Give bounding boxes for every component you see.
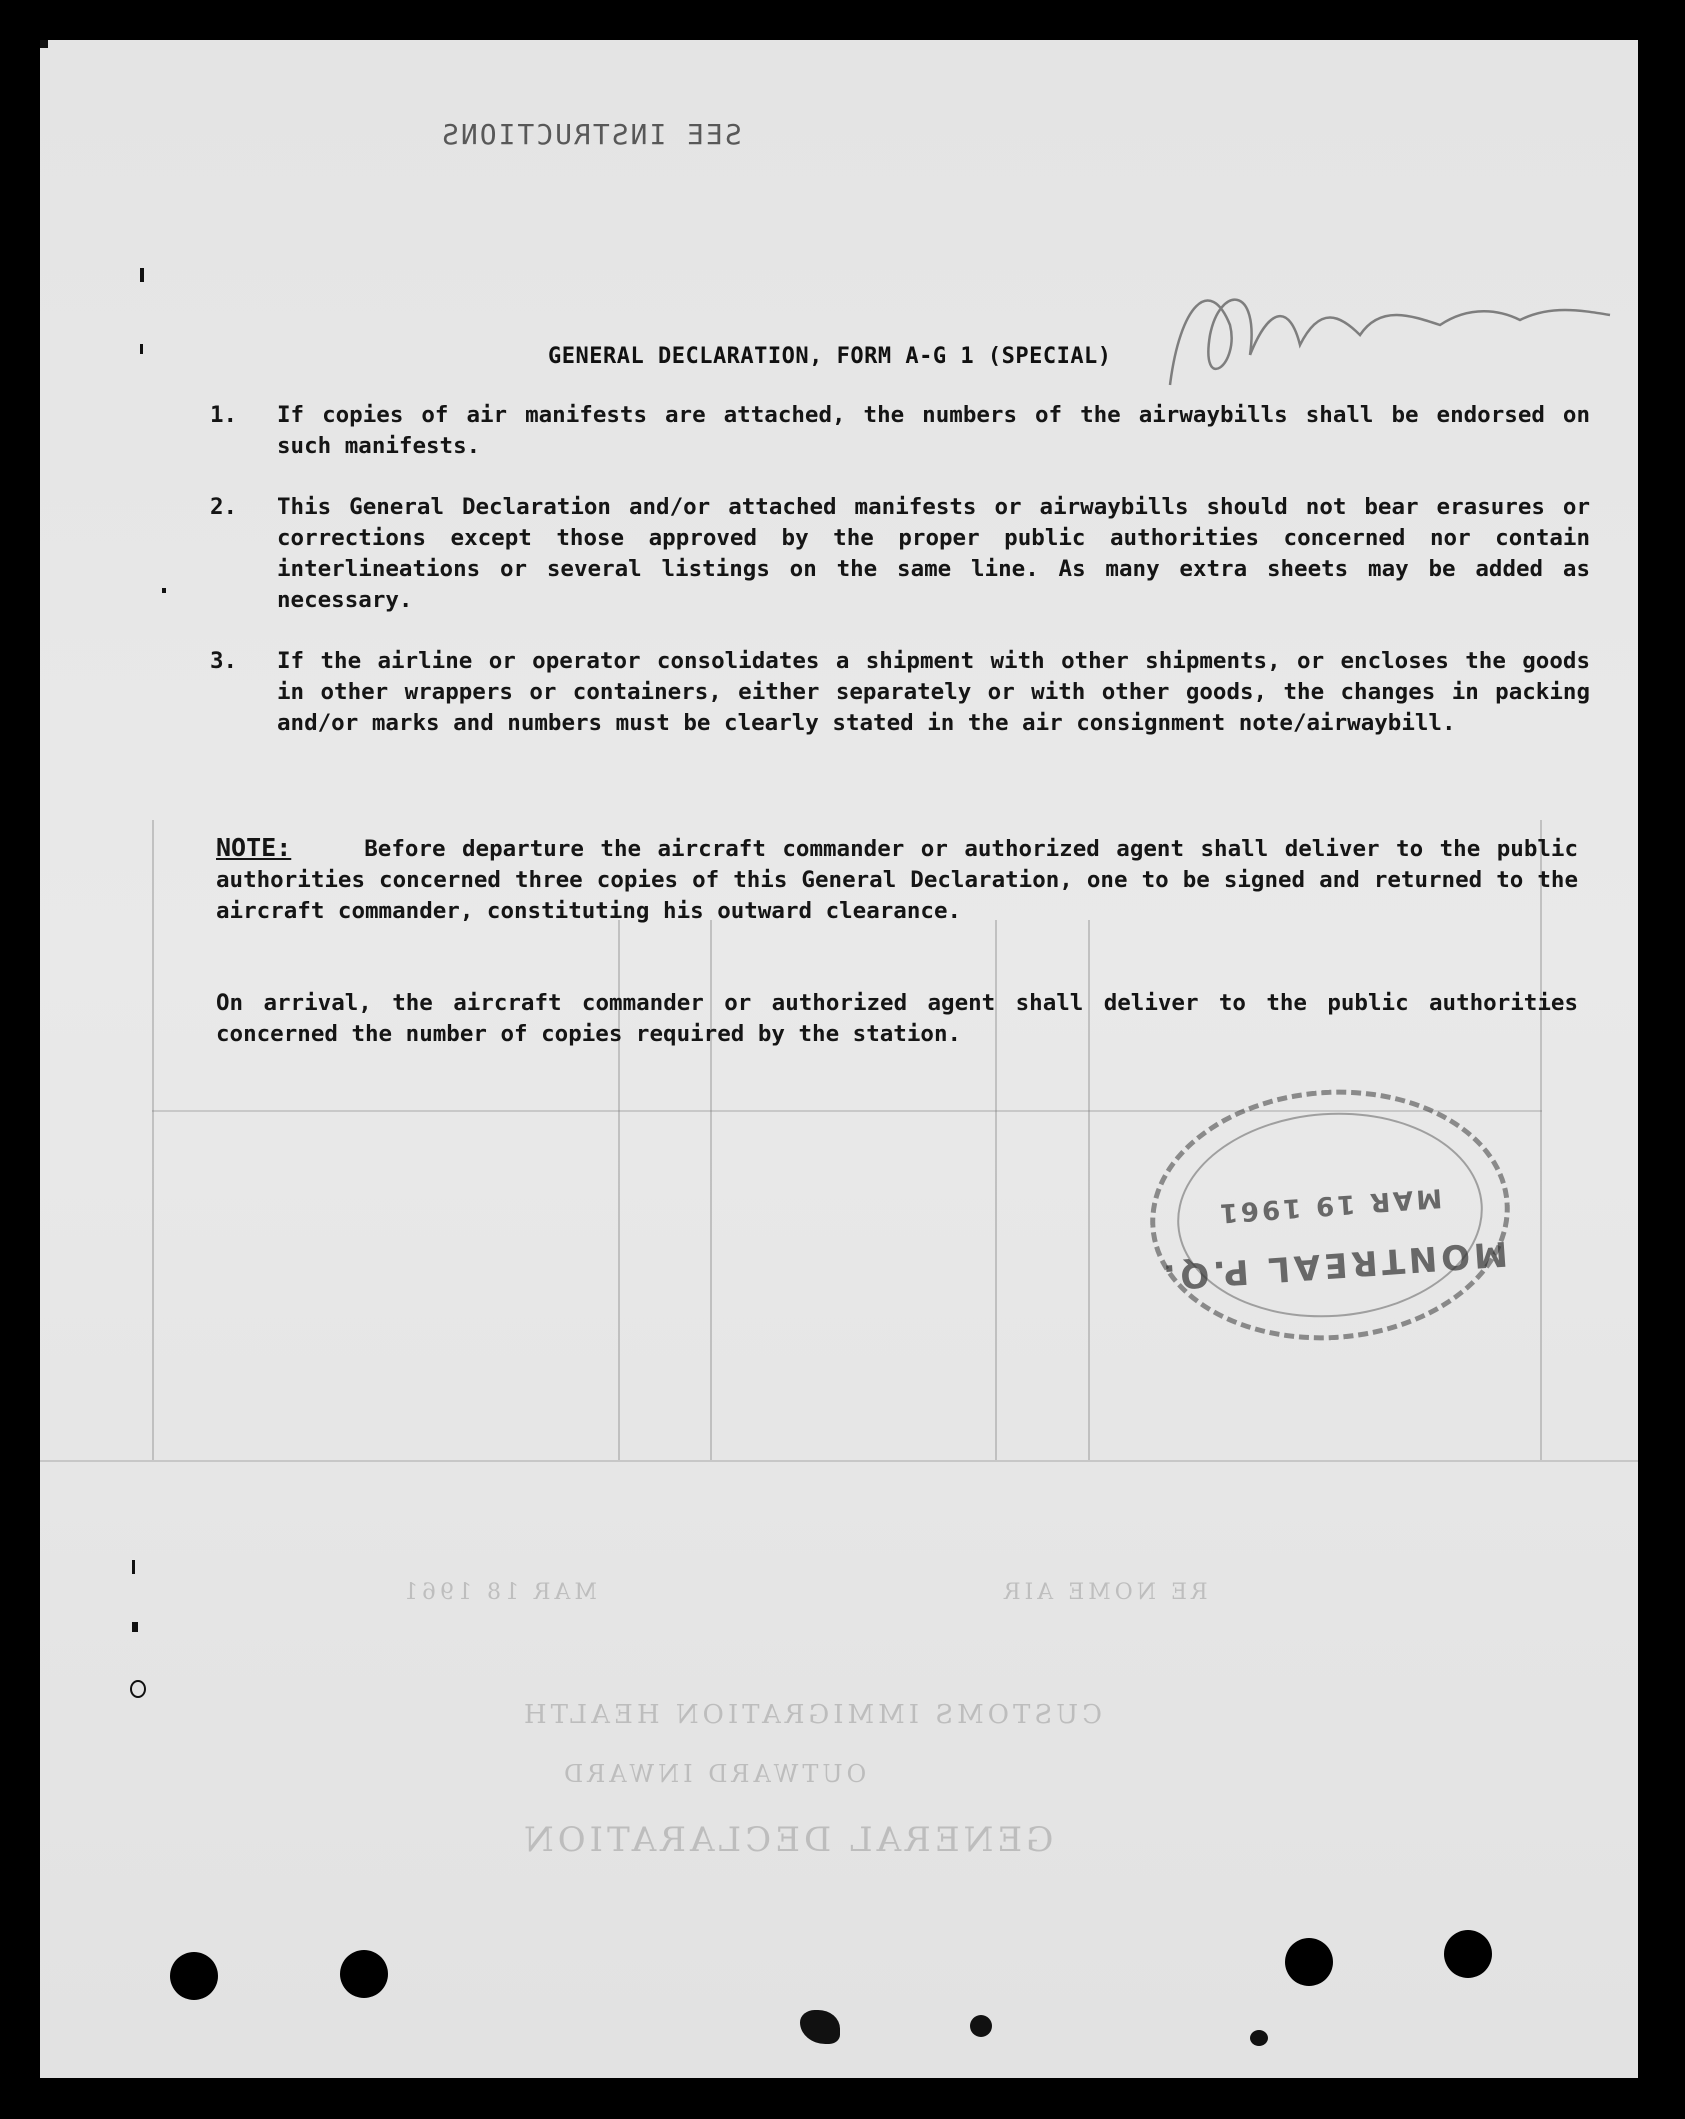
stamp-city: MONTREAL P.Q. <box>1158 1232 1509 1298</box>
instruction-text: If the airline or operator consolidates a shipment with other shipments, or encloses the goods in other wrappers or containers, either separately or with other goods, the changes in packing and/or marks and numbers must be clearly stated in the air consignment note/airwaybill. <box>277 648 1590 736</box>
instruction-text: This General Declaration and/or attached manifests or airwaybills should not bear erasures or corrections except those approved by the proper public authorities concerned nor contain interlineations or several listings on the same line. As many extra sheets may be added as necessary. <box>277 494 1590 613</box>
punch-hole <box>170 1952 218 2000</box>
signature-scribble <box>1140 265 1620 415</box>
ghost-print: RE NOME AIR <box>1000 1580 1208 1605</box>
page-title: GENERAL DECLARATION, FORM A-G 1 (SPECIAL) <box>548 344 1112 369</box>
ghost-form-line <box>152 820 154 1460</box>
paper-damage <box>800 2010 840 2044</box>
margin-mark <box>140 268 144 282</box>
customs-stamp <box>1142 1078 1519 1353</box>
margin-mark <box>132 1560 135 1574</box>
margin-mark <box>132 1622 138 1632</box>
punch-hole <box>1285 1938 1333 1986</box>
arrival-paragraph: On arrival, the aircraft commander or authorized agent shall deliver to the public authorities concerned the number of copies required by the station. <box>216 990 1578 1047</box>
paper-damage <box>970 2015 992 2037</box>
paper-damage <box>1250 2030 1268 2046</box>
punch-hole <box>1444 1930 1492 1978</box>
ghost-print: MAR 18 1961 <box>400 1580 597 1605</box>
note-paragraph <box>216 832 1578 927</box>
ghost-form-line <box>40 1460 1638 1462</box>
instruction-number: 2. <box>210 494 238 520</box>
paper-damage <box>40 40 48 48</box>
punch-hole <box>340 1950 388 1998</box>
margin-mark <box>162 588 166 593</box>
margin-mark <box>140 344 143 354</box>
instruction-item <box>210 492 1590 616</box>
document-page <box>40 40 1638 2078</box>
instruction-number: 3. <box>210 648 238 674</box>
instruction-item <box>210 646 1590 739</box>
ghost-print: CUSTOMS IMMIGRATION HEALTH <box>520 1700 1102 1730</box>
note-text: Before departure the aircraft commander or authorized agent shall deliver to the public authorities concerned three copies of this General Declaration, one to be signed and returned to the aircraft commander, constituting his outward clearance. <box>216 836 1578 924</box>
instruction-number: 1. <box>210 402 238 428</box>
mirrored-header: SEE INSTRUCTIONS <box>440 118 742 151</box>
note-label: NOTE: <box>216 833 292 862</box>
stamp-date: MAR 19 1961 <box>1215 1182 1443 1228</box>
instruction-text: If copies of air manifests are attached, the numbers of the airwaybills shall be endorsed on such manifests. <box>277 402 1590 459</box>
instruction-item <box>210 400 1590 462</box>
ghost-print: OUTWARD INWARD <box>560 1760 867 1788</box>
ghost-print: GENERAL DECLARATION <box>520 1820 1054 1860</box>
margin-mark <box>130 1680 146 1698</box>
